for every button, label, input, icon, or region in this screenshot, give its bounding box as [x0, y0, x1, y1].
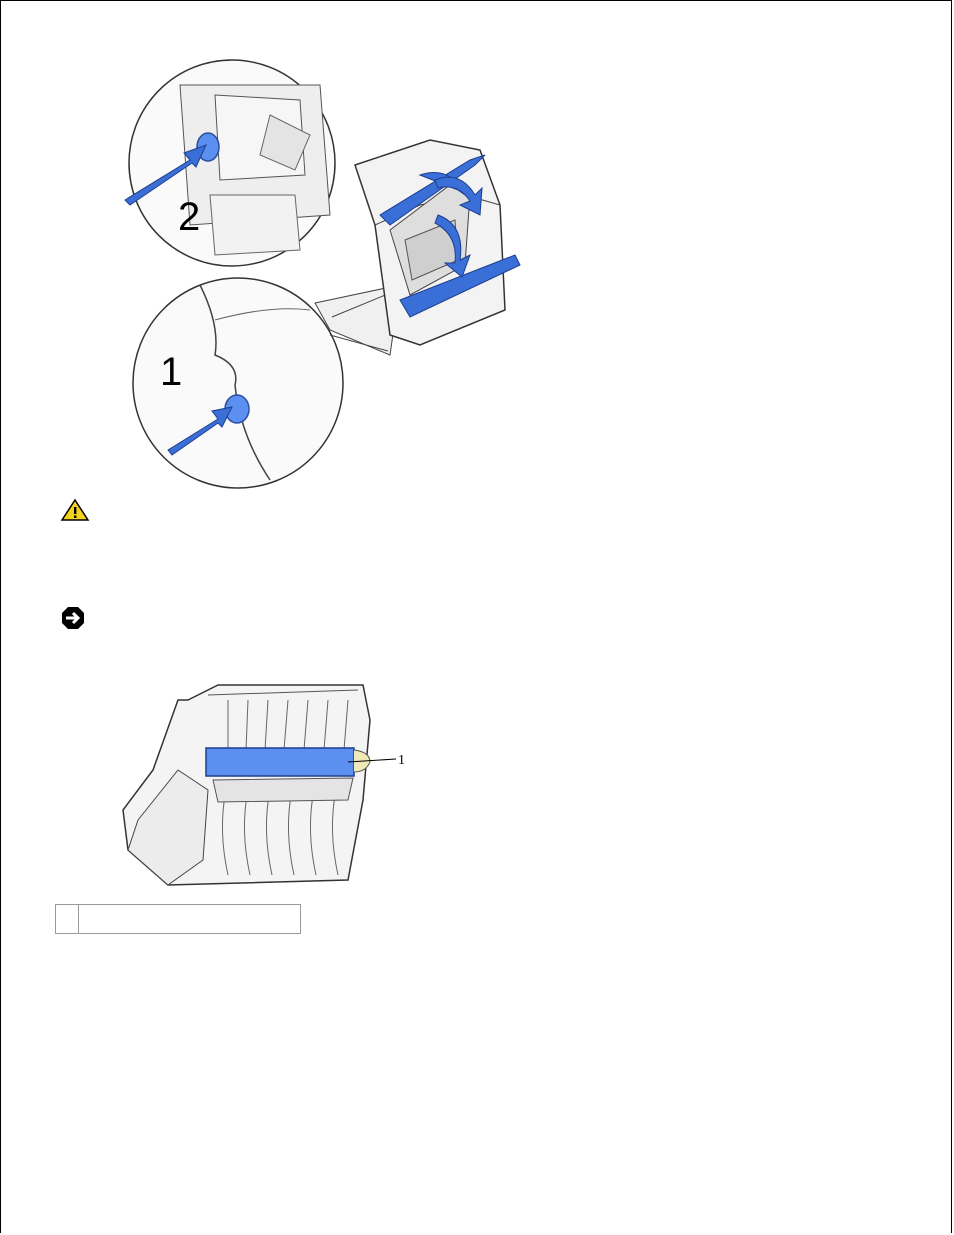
caution-note: [60, 498, 90, 527]
fuser-callout-label: 1: [398, 753, 405, 768]
warning-triangle-icon: [60, 498, 90, 522]
detail-circle-2: [125, 60, 335, 266]
callout-number-cell: [56, 905, 79, 934]
detail-circle-1: [133, 278, 343, 488]
fuser-roller: [206, 748, 354, 776]
callout-label-1: 1: [160, 350, 183, 394]
callout-table: [55, 904, 301, 934]
table-row: [56, 905, 301, 934]
printer-open-illustration: [120, 55, 525, 492]
notice-octagon-icon: [60, 605, 86, 631]
notice-note: [60, 605, 86, 636]
callout-label-cell: [79, 905, 301, 934]
fuser-illustration: [108, 680, 418, 890]
callout-label-2: 2: [178, 195, 201, 239]
